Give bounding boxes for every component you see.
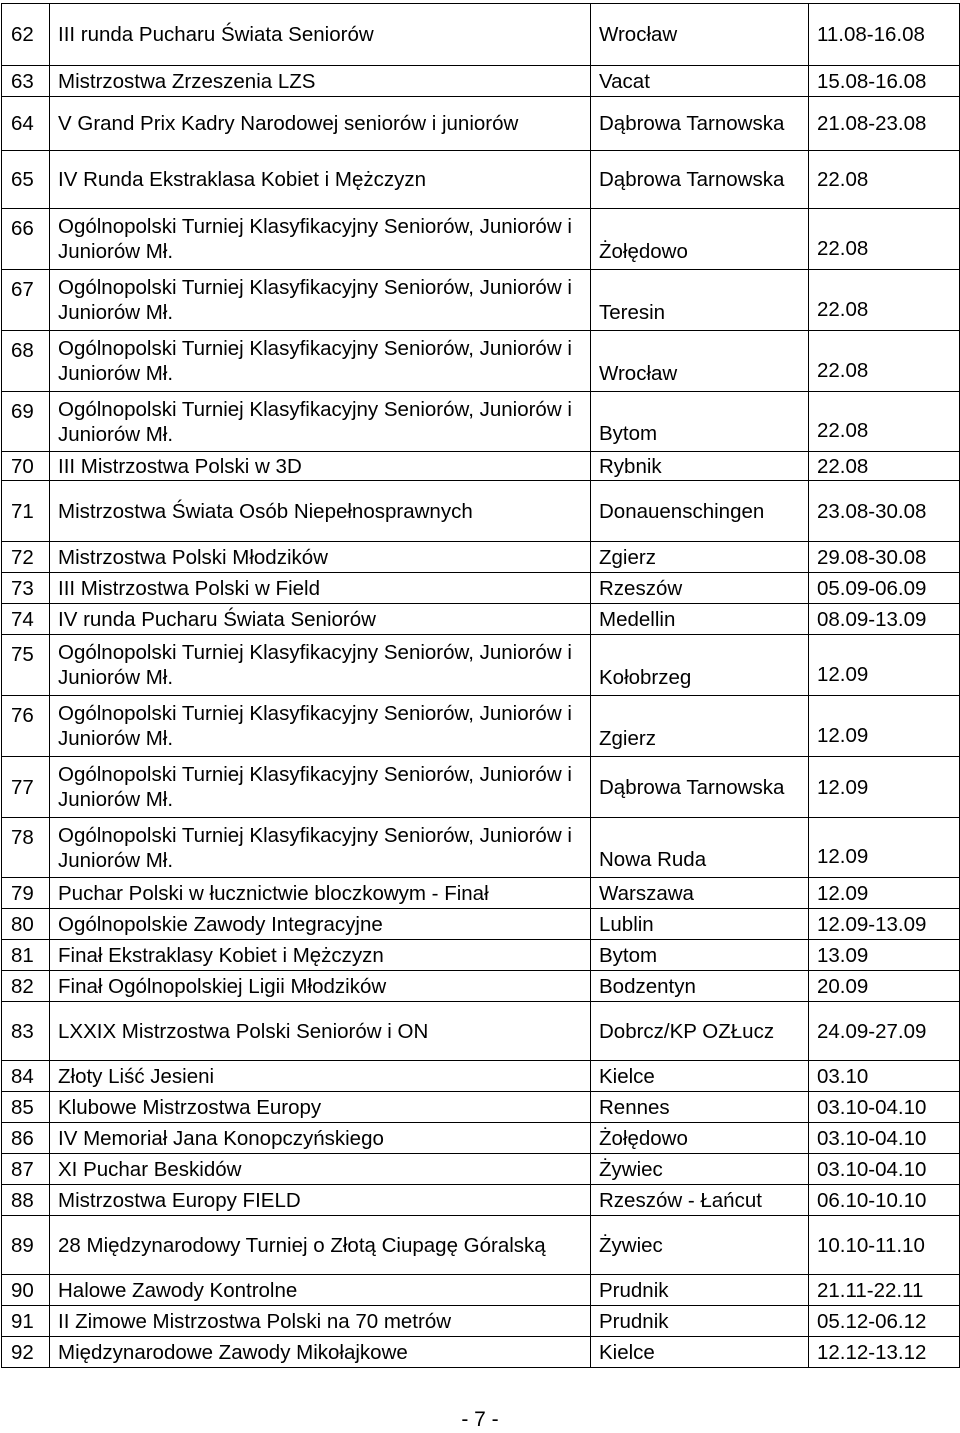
row-number: 83 <box>2 1002 50 1061</box>
event-date: 22.08 <box>809 209 960 270</box>
event-name: Ogólnopolski Turniej Klasyfikacyjny Seniorów, Juniorów i Juniorów Mł. <box>50 696 591 757</box>
event-date: 03.10-04.10 <box>809 1154 960 1185</box>
table-row <box>2 1092 960 1123</box>
event-date: 13.09 <box>809 940 960 971</box>
event-place: Rzeszów <box>591 573 809 604</box>
row-number: 66 <box>2 209 50 270</box>
event-place: Prudnik <box>591 1306 809 1337</box>
table-row <box>2 1306 960 1337</box>
event-name: II Zimowe Mistrzostwa Polski na 70 metrów <box>50 1306 591 1337</box>
row-number: 65 <box>2 151 50 209</box>
events-table <box>1 3 960 1368</box>
event-name: Ogólnopolski Turniej Klasyfikacyjny Seniorów, Juniorów i Juniorów Mł. <box>50 757 591 818</box>
table-row <box>2 696 960 757</box>
event-date: 12.09 <box>809 696 960 757</box>
row-number: 74 <box>2 604 50 635</box>
table-row <box>2 1216 960 1275</box>
table-row <box>2 331 960 392</box>
event-date: 23.08-30.08 <box>809 481 960 542</box>
event-name: 28 Międzynarodowy Turniej o Złotą Ciupagę Góralską <box>50 1216 591 1275</box>
event-name: Ogólnopolski Turniej Klasyfikacyjny Seniorów, Juniorów i Juniorów Mł. <box>50 392 591 452</box>
row-number: 89 <box>2 1216 50 1275</box>
event-date: 22.08 <box>809 452 960 481</box>
table-row <box>2 604 960 635</box>
row-number: 62 <box>2 4 50 66</box>
event-name: Złoty Liść Jesieni <box>50 1061 591 1092</box>
event-place: Zgierz <box>591 696 809 757</box>
event-place: Bodzentyn <box>591 971 809 1002</box>
event-date: 22.08 <box>809 392 960 452</box>
event-place: Medellin <box>591 604 809 635</box>
event-date: 06.10-10.10 <box>809 1185 960 1216</box>
event-place: Dąbrowa Tarnowska <box>591 151 809 209</box>
row-number: 64 <box>2 97 50 151</box>
table-row <box>2 452 960 481</box>
table-row <box>2 1002 960 1061</box>
event-place: Kielce <box>591 1337 809 1368</box>
event-name: Mistrzostwa Świata Osób Niepełnosprawnych <box>50 481 591 542</box>
event-name: Mistrzostwa Polski Młodzików <box>50 542 591 573</box>
table-row <box>2 757 960 818</box>
row-number: 86 <box>2 1123 50 1154</box>
row-number: 70 <box>2 452 50 481</box>
event-date: 15.08-16.08 <box>809 66 960 97</box>
table-row <box>2 1123 960 1154</box>
table-row <box>2 481 960 542</box>
event-place: Lublin <box>591 909 809 940</box>
table-row <box>2 151 960 209</box>
table-row <box>2 971 960 1002</box>
row-number: 72 <box>2 542 50 573</box>
page-number: - 7 - <box>461 1408 499 1431</box>
row-number: 85 <box>2 1092 50 1123</box>
event-place: Dąbrowa Tarnowska <box>591 97 809 151</box>
event-place: Żołędowo <box>591 1123 809 1154</box>
event-date: 12.09 <box>809 878 960 909</box>
table-row <box>2 270 960 331</box>
event-name: III runda Pucharu Świata Seniorów <box>50 4 591 66</box>
event-name: Międzynarodowe Zawody Mikołajkowe <box>50 1337 591 1368</box>
event-place: Kołobrzeg <box>591 635 809 696</box>
table-row <box>2 97 960 151</box>
event-place: Prudnik <box>591 1275 809 1306</box>
event-place: Nowa Ruda <box>591 818 809 878</box>
event-name: Klubowe Mistrzostwa Europy <box>50 1092 591 1123</box>
event-date: 05.12-06.12 <box>809 1306 960 1337</box>
event-place: Warszawa <box>591 878 809 909</box>
event-place: Bytom <box>591 392 809 452</box>
row-number: 79 <box>2 878 50 909</box>
row-number: 73 <box>2 573 50 604</box>
event-date: 05.09-06.09 <box>809 573 960 604</box>
event-place: Donauenschingen <box>591 481 809 542</box>
event-place: Dąbrowa Tarnowska <box>591 757 809 818</box>
row-number: 63 <box>2 66 50 97</box>
row-number: 92 <box>2 1337 50 1368</box>
event-place: Kielce <box>591 1061 809 1092</box>
event-name: Ogólnopolski Turniej Klasyfikacyjny Seniorów, Juniorów i Juniorów Mł. <box>50 209 591 270</box>
event-place: Żywiec <box>591 1216 809 1275</box>
event-place: Dobrcz/KP OZŁucz <box>591 1002 809 1061</box>
event-date: 29.08-30.08 <box>809 542 960 573</box>
event-name: Ogólnopolski Turniej Klasyfikacyjny Seniorów, Juniorów i Juniorów Mł. <box>50 270 591 331</box>
event-place: Zgierz <box>591 542 809 573</box>
table-row <box>2 66 960 97</box>
event-name: XI Puchar Beskidów <box>50 1154 591 1185</box>
event-name: Mistrzostwa Zrzeszenia LZS <box>50 66 591 97</box>
event-date: 12.09 <box>809 818 960 878</box>
event-place: Żołędowo <box>591 209 809 270</box>
event-place: Rennes <box>591 1092 809 1123</box>
event-name: Halowe Zawody Kontrolne <box>50 1275 591 1306</box>
row-number: 80 <box>2 909 50 940</box>
row-number: 88 <box>2 1185 50 1216</box>
event-name: Puchar Polski w łucznictwie bloczkowym - Finał <box>50 878 591 909</box>
event-date: 21.11-22.11 <box>809 1275 960 1306</box>
row-number: 67 <box>2 270 50 331</box>
row-number: 76 <box>2 696 50 757</box>
row-number: 84 <box>2 1061 50 1092</box>
table-row <box>2 1154 960 1185</box>
event-name: IV Runda Ekstraklasa Kobiet i Mężczyzn <box>50 151 591 209</box>
table-row <box>2 878 960 909</box>
table-row <box>2 909 960 940</box>
event-place: Rybnik <box>591 452 809 481</box>
event-name: IV runda Pucharu Świata Seniorów <box>50 604 591 635</box>
table-row <box>2 940 960 971</box>
event-date: 12.09-13.09 <box>809 909 960 940</box>
event-place: Wrocław <box>591 331 809 392</box>
table-row <box>2 635 960 696</box>
event-name: Mistrzostwa Europy FIELD <box>50 1185 591 1216</box>
table-row <box>2 542 960 573</box>
event-date: 12.09 <box>809 635 960 696</box>
event-name: V Grand Prix Kadry Narodowej seniorów i juniorów <box>50 97 591 151</box>
event-name: III Mistrzostwa Polski w 3D <box>50 452 591 481</box>
table-row <box>2 1275 960 1306</box>
event-date: 22.08 <box>809 270 960 331</box>
event-place: Teresin <box>591 270 809 331</box>
row-number: 90 <box>2 1275 50 1306</box>
row-number: 78 <box>2 818 50 878</box>
event-name: Ogólnopolski Turniej Klasyfikacyjny Seniorów, Juniorów i Juniorów Mł. <box>50 635 591 696</box>
event-name: Ogólnopolski Turniej Klasyfikacyjny Seniorów, Juniorów i Juniorów Mł. <box>50 331 591 392</box>
events-table-body <box>2 4 960 1368</box>
row-number: 68 <box>2 331 50 392</box>
event-date: 21.08-23.08 <box>809 97 960 151</box>
event-name: LXXIX Mistrzostwa Polski Seniorów i ON <box>50 1002 591 1061</box>
row-number: 69 <box>2 392 50 452</box>
table-row <box>2 1337 960 1368</box>
event-place: Wrocław <box>591 4 809 66</box>
event-date: 20.09 <box>809 971 960 1002</box>
table-row <box>2 4 960 66</box>
row-number: 75 <box>2 635 50 696</box>
event-name: Ogólnopolski Turniej Klasyfikacyjny Seniorów, Juniorów i Juniorów Mł. <box>50 818 591 878</box>
row-number: 81 <box>2 940 50 971</box>
event-date: 12.09 <box>809 757 960 818</box>
event-date: 22.08 <box>809 331 960 392</box>
row-number: 87 <box>2 1154 50 1185</box>
table-row <box>2 209 960 270</box>
event-place: Vacat <box>591 66 809 97</box>
event-date: 03.10-04.10 <box>809 1092 960 1123</box>
event-place: Rzeszów - Łańcut <box>591 1185 809 1216</box>
event-date: 11.08-16.08 <box>809 4 960 66</box>
table-row <box>2 392 960 452</box>
event-name: Finał Ekstraklasy Kobiet i Mężczyzn <box>50 940 591 971</box>
row-number: 71 <box>2 481 50 542</box>
event-date: 08.09-13.09 <box>809 604 960 635</box>
event-name: III Mistrzostwa Polski w Field <box>50 573 591 604</box>
table-row <box>2 1185 960 1216</box>
event-place: Żywiec <box>591 1154 809 1185</box>
event-name: Ogólnopolskie Zawody Integracyjne <box>50 909 591 940</box>
event-date: 12.12-13.12 <box>809 1337 960 1368</box>
event-date: 24.09-27.09 <box>809 1002 960 1061</box>
row-number: 77 <box>2 757 50 818</box>
event-name: IV Memoriał Jana Konopczyńskiego <box>50 1123 591 1154</box>
row-number: 82 <box>2 971 50 1002</box>
event-name: Finał Ogólnopolskiej Ligii Młodzików <box>50 971 591 1002</box>
table-row <box>2 573 960 604</box>
table-row <box>2 818 960 878</box>
table-row <box>2 1061 960 1092</box>
row-number: 91 <box>2 1306 50 1337</box>
event-place: Bytom <box>591 940 809 971</box>
event-date: 22.08 <box>809 151 960 209</box>
event-date: 03.10-04.10 <box>809 1123 960 1154</box>
event-date: 10.10-11.10 <box>809 1216 960 1275</box>
event-date: 03.10 <box>809 1061 960 1092</box>
